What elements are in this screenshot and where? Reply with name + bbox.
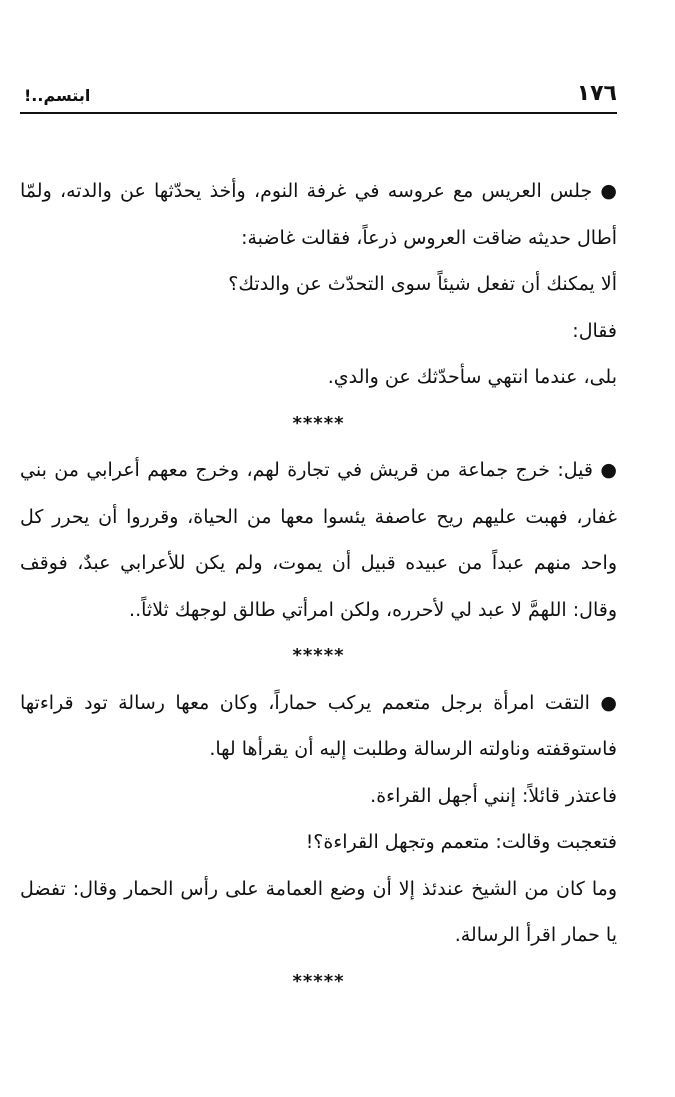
anecdote-3-excuse: فاعتذر قائلاً: إنني أجهل القراءة. [370, 784, 617, 807]
anecdote-3-ending: وما كان من الشيخ عندئذ إلا أن وضع العمامة على رأس الحمار وقال: تفضل يا حمار اقرأ الرسالة. [20, 877, 617, 946]
page-body [20, 168, 617, 1005]
anecdote-3-paragraph: ● التقت امرأة برجل متعمم يركب حماراً، وكان معها رسالة تود قراءتها فاستوقفته وناولته الرسالة وطلبت إليه أن يقرأها لها. [20, 691, 617, 760]
section-separator: ***** [292, 412, 345, 434]
anecdote-2-paragraph: ● قيل: خرج جماعة من قريش في تجارة لهم، وخرج معهم أعرابي من بني غفار، فهبت عليهم ريح عاصفة يئسوا معها من الحياة، وقرروا أن يحرر كل واحد منهم عبداً من عبيده قبيل أن يموت، ولم يكن للأعرابي عبدٌ، فوقف وقال: اللهمَّ لا عبد لي لأحرره، ولكن امرأتي طالق لوجهك ثلاثاً.. [20, 459, 617, 621]
header-rule [20, 112, 617, 114]
running-title: ابتسم..! [24, 86, 91, 105]
page-number: ١٧٦ [576, 81, 617, 106]
anecdote-3-surprise: فتعجبت وقالت: متعمم وتجهل القراءة؟! [305, 831, 617, 853]
anecdote-1-paragraph: ● جلس العريس مع عروسه في غرفة النوم، وأخذ يحدّثها عن والدته، ولمّا أطال حديثه ضاقت العروس ذرعاً، فقالت غاضبة: [20, 180, 617, 249]
anecdote-1-question: ألا يمكنك أن تفعل شيئاً سوى التحدّث عن والدتك؟ [228, 273, 617, 295]
page-header [20, 80, 617, 110]
anecdote-1-reply: بلى، عندما انتهي سأحدّثك عن والدي. [327, 366, 617, 388]
anecdote-1-reply-intro: فقال: [572, 319, 617, 342]
section-separator: ***** [292, 970, 345, 992]
section-separator: ***** [292, 645, 345, 666]
